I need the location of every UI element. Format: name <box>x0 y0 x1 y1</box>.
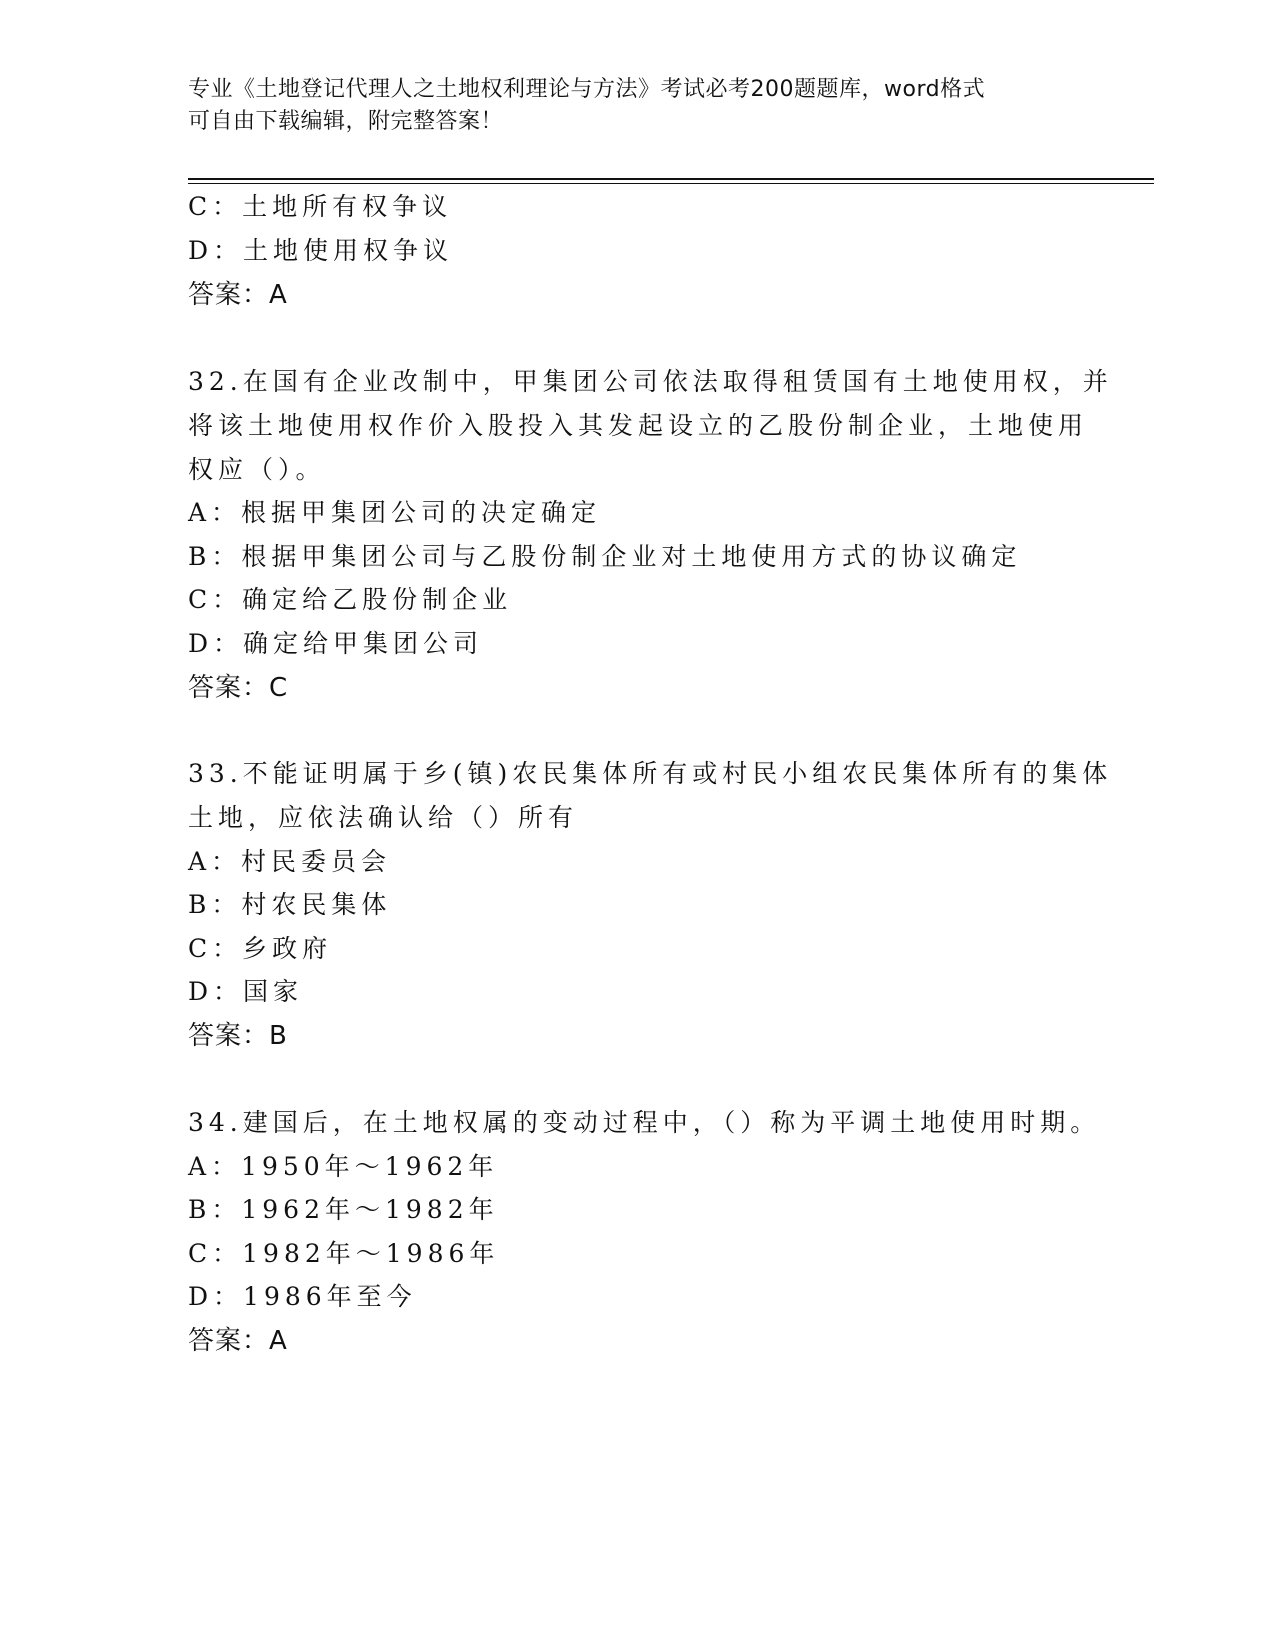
q33-option-a: A：村民委员会 <box>188 847 392 876</box>
q32-answer: 答案：C <box>188 673 289 703</box>
q34-stem-line-1: 34.建国后，在土地权属的变动过程中，（）称为平调土地使用时期。 <box>188 1108 1101 1137</box>
q32-stem-line-1: 32.在国有企业改制中，甲集团公司依法取得租赁国有土地使用权，并 <box>188 367 1113 396</box>
q33-stem-line-1: 33.不能证明属于乡(镇)农民集体所有或村民小组农民集体所有的集体 <box>188 759 1113 788</box>
header-line-1: 专业《土地登记代理人之土地权利理论与方法》考试必考200题题库，word格式 <box>188 77 986 102</box>
q33-answer: 答案：B <box>188 1021 288 1051</box>
q33-stem-line-2: 土地，应依法确认给（）所有 <box>188 803 579 832</box>
q34-answer: 答案：A <box>188 1326 288 1356</box>
q32-option-c: C：确定给乙股份制企业 <box>188 585 513 614</box>
q32-stem-line-2: 将该土地使用权作价入股投入其发起设立的乙股份制企业，土地使用 <box>188 411 1089 440</box>
header-divider-thin <box>188 183 1154 184</box>
q34-option-d: D：1986年至今 <box>188 1282 417 1311</box>
q34-option-a: A：1950年～1962年 <box>188 1152 499 1181</box>
q33-option-d: D：国家 <box>188 977 304 1006</box>
q33-option-c: C：乡政府 <box>188 934 333 963</box>
q32-option-a: A：根据甲集团公司的决定确定 <box>188 498 602 527</box>
q32-option-b: B：根据甲集团公司与乙股份制企业对土地使用方式的协议确定 <box>188 542 1022 571</box>
header-line-2: 可自由下载编辑，附完整答案！ <box>188 109 504 134</box>
document-header <box>188 74 1068 138</box>
q34-option-b: B：1962年～1982年 <box>188 1195 499 1224</box>
header-divider-thick <box>188 178 1154 180</box>
q33-option-b: B：村农民集体 <box>188 890 392 919</box>
q32-option-d: D：确定给甲集团公司 <box>188 629 484 658</box>
prev-option-c: C：土地所有权争议 <box>188 192 453 221</box>
q32-stem-line-3: 权应（）。 <box>188 455 326 484</box>
q34-option-c: C：1982年～1986年 <box>188 1239 500 1268</box>
prev-option-d: D：土地使用权争议 <box>188 236 454 265</box>
prev-answer: 答案：A <box>188 280 288 310</box>
